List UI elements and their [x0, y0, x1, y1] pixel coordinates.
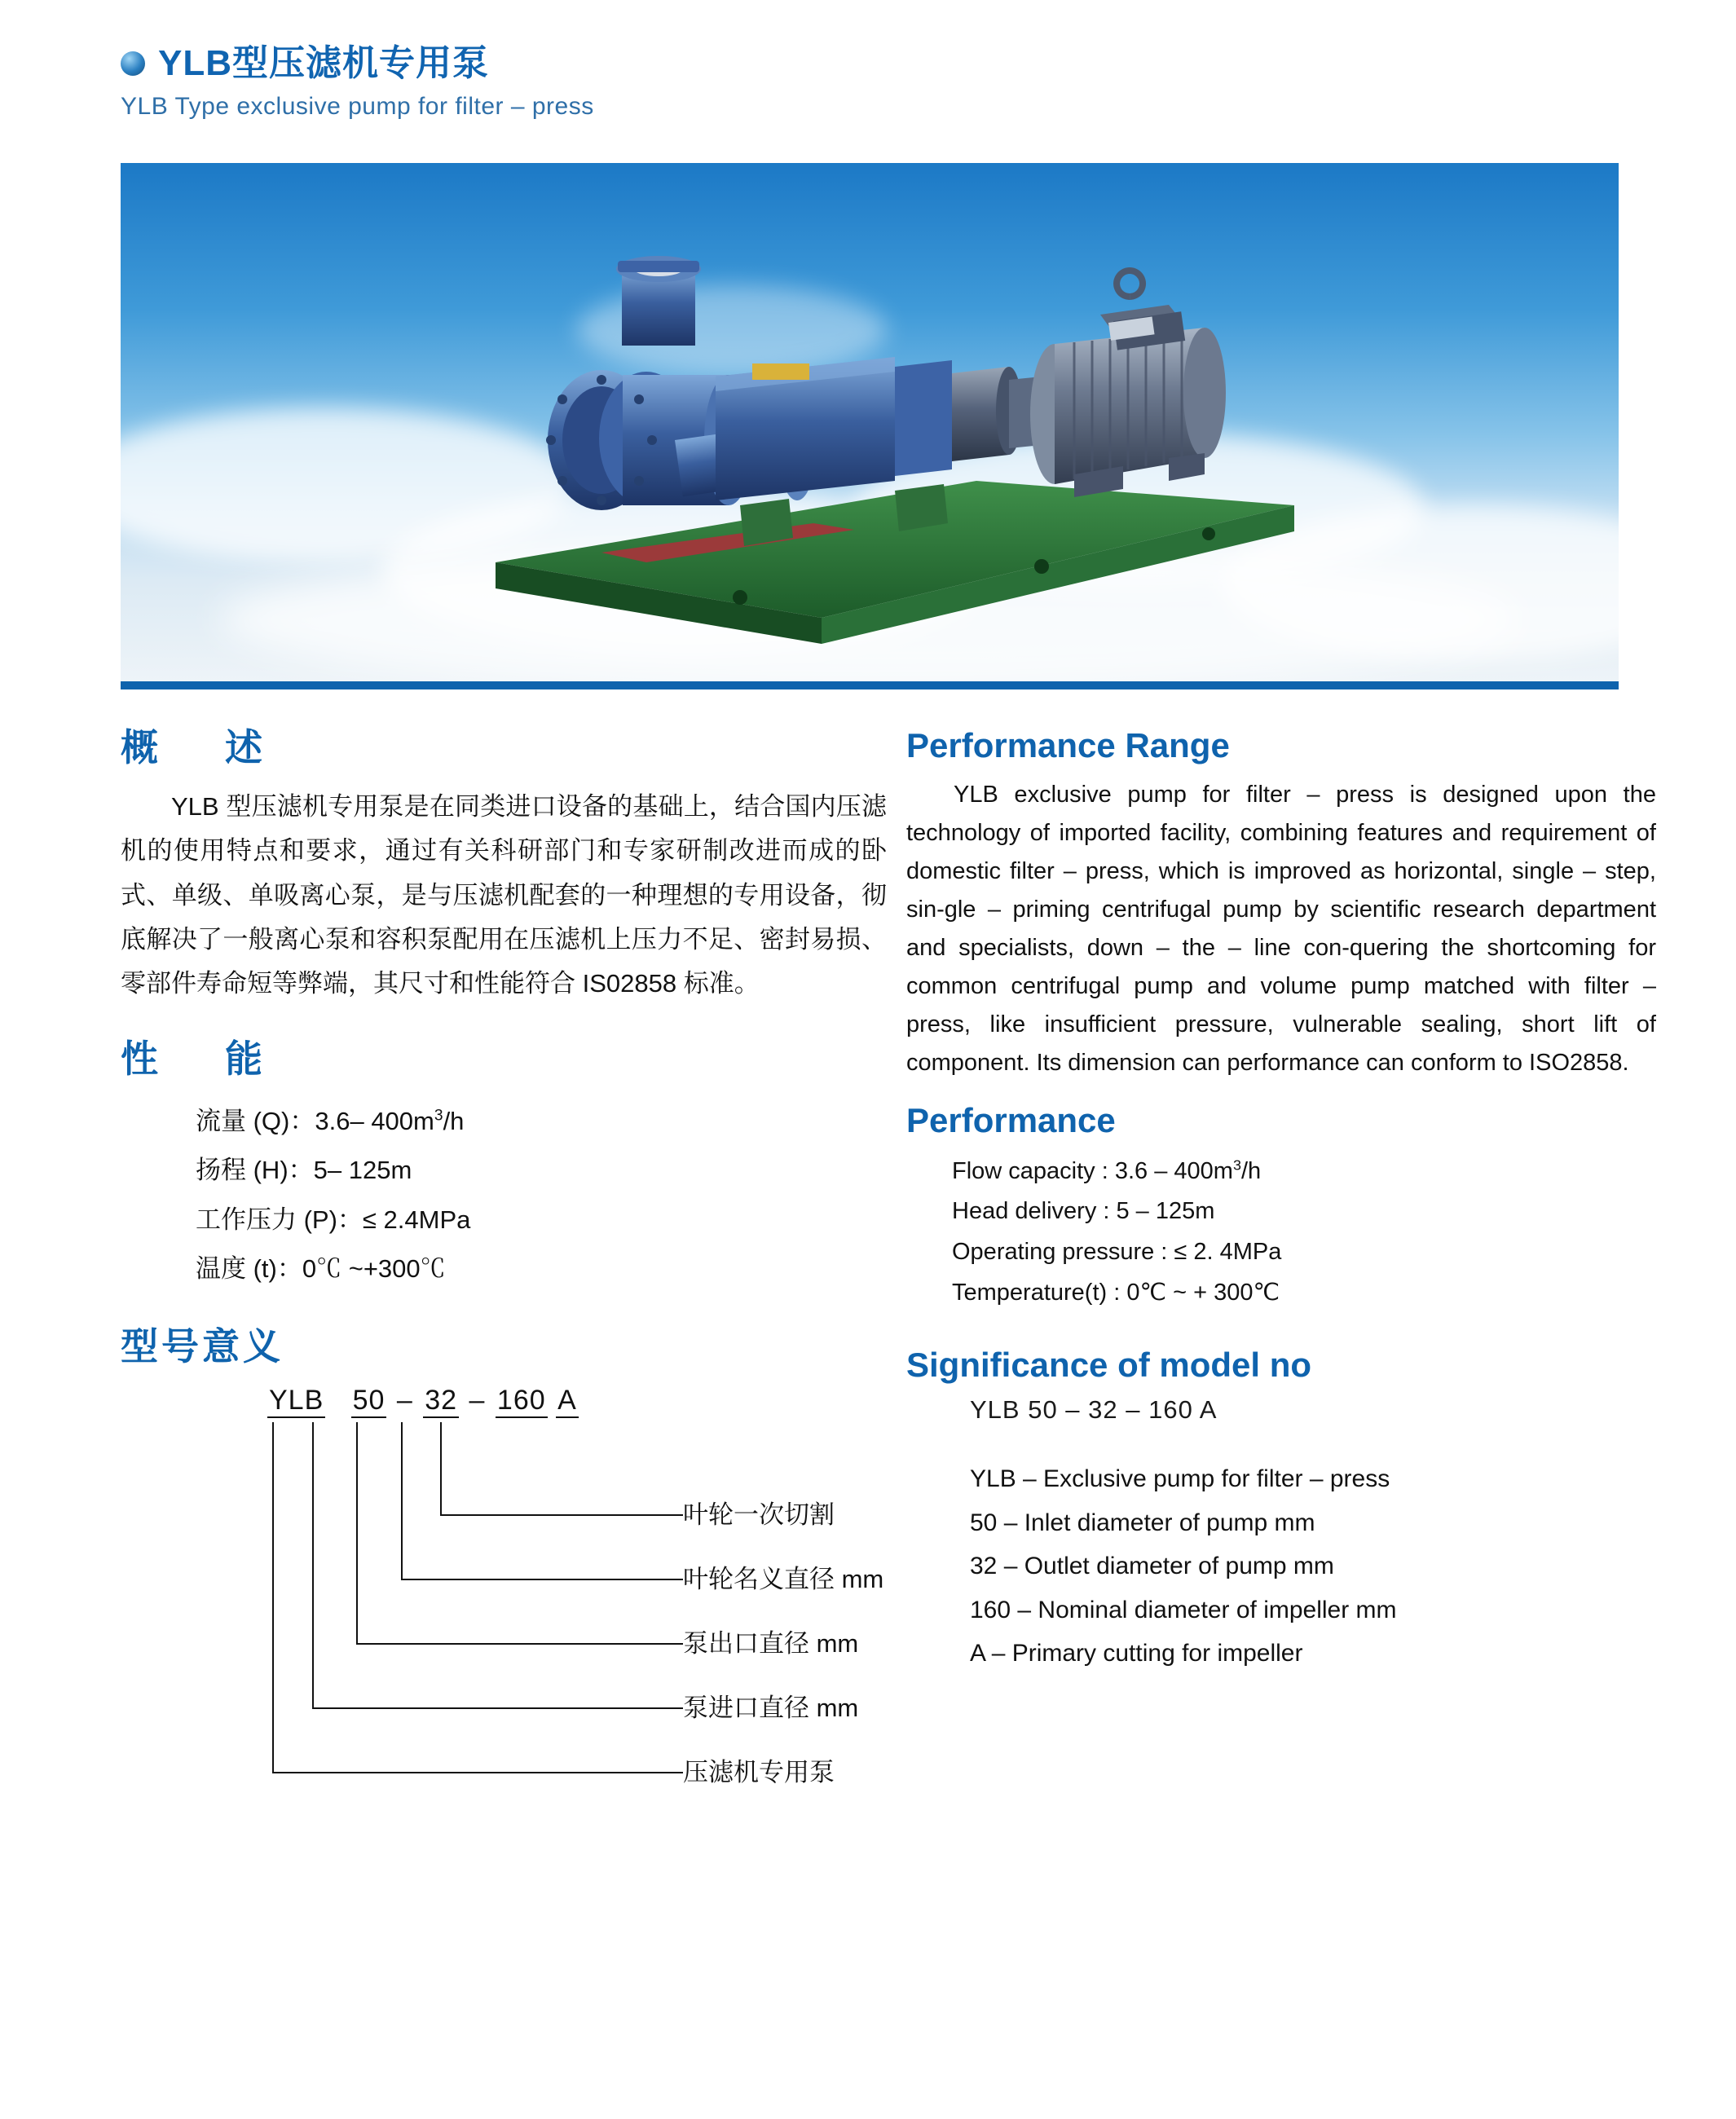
list-item: 泵进口直径 mm [683, 1693, 859, 1722]
list-item [952, 1192, 1656, 1232]
list-item [196, 1097, 887, 1146]
model-label-list-cn [683, 1482, 883, 1804]
overview-heading-cn: 概 述 [121, 726, 277, 769]
list-item: 32 – Outlet diameter of pump mm [970, 1553, 1334, 1580]
list-item: 叶轮名义直径 mm [683, 1564, 884, 1593]
list-item: 叶轮一次切割 [683, 1500, 835, 1529]
product-photo [121, 163, 1619, 685]
page-header [121, 43, 1620, 121]
model-code-dash2: – [469, 1384, 486, 1416]
spec-text: Operating pressure : ≤ 2. 4MPa [952, 1239, 1282, 1266]
spec-sup: 3 [1232, 1156, 1241, 1173]
spec-text: Flow capacity : 3.6 – 400m [952, 1157, 1233, 1184]
model-code-impeller: 160 [496, 1385, 548, 1418]
spacer [906, 1314, 1656, 1345]
model-legend-en [906, 1457, 1656, 1675]
spec-text: 工作压力 (P)：≤ 2.4MPa [196, 1205, 471, 1234]
spec-text: 扬程 (H)：5– 125m [196, 1156, 412, 1185]
list-item: A – Primary cutting for impeller [970, 1639, 1303, 1667]
page-title-cn: YLB型压滤机专用泵 [158, 43, 489, 83]
spacer [121, 1006, 887, 1037]
list-item [952, 1273, 1656, 1314]
performance-heading-en: Performance [906, 1101, 1116, 1140]
list-item [952, 1152, 1656, 1192]
model-code-dash1: – [396, 1384, 413, 1416]
spec-text: Temperature(t) : 0℃ ~ + 300℃ [952, 1280, 1280, 1306]
overview-body-cn: YLB 型压滤机专用泵是在同类进口设备的基础上，结合国内压滤机的使用特点和要求，通过有关科研部门和专家研制改进而成的卧式、单级、单吸离心泵，是与压滤机配套的一种理想的专用设备，彻底解决了一般离心泵和容积泵配用在压滤机上压力不足、密封易损、零部件寿命短等弊端，其尺寸和性能符合 IS02858 标准。 [121, 792, 887, 998]
list-item [196, 1196, 887, 1245]
performance-list-cn [121, 1097, 887, 1294]
spacer [121, 1293, 887, 1324]
right-column [906, 725, 1656, 1675]
list-item: 压滤机专用泵 [683, 1757, 835, 1786]
list-item: 50 – Inlet diameter of pump mm [970, 1509, 1315, 1536]
spec-sup: 3 [434, 1107, 443, 1125]
list-item [952, 1232, 1656, 1273]
performance-list-en [906, 1152, 1656, 1315]
model-number-diagram [121, 1385, 887, 1808]
page-title-en: YLB Type exclusive pump for filter – press [121, 93, 594, 120]
spec-post: /h [1240, 1157, 1262, 1184]
spec-text: 流量 (Q)：3.6– 400m [196, 1106, 434, 1135]
performance-heading-cn: 性 能 [121, 1037, 277, 1081]
list-item [196, 1146, 887, 1195]
spec-text: Head delivery : 5 – 125m [952, 1198, 1215, 1225]
list-item [196, 1245, 887, 1293]
model-code-en: YLB 50 – 32 – 160 A [970, 1395, 1218, 1425]
hero-underline [121, 681, 1619, 689]
performance-range-body-en: YLB exclusive pump for filter – press is designed upon the technology of imported facility, combining features and requirement of domestic filter – press, which is improved as horizontal, single – step, sin-gle – priming centrifugal pump by scientific research department and specialists, down – the – line con-quering the shortcoming for common centrifugal pump and volume pump matched with filter – press, like insufficient pressure, vulnerable sealing, short lift of component. Its dimension can performance can conform to ISO2858. [906, 782, 1656, 1077]
spec-text: 温度 (t)：0℃ ~+300℃ [196, 1253, 446, 1283]
pump-illustration [471, 236, 1335, 660]
spec-post: /h [443, 1106, 465, 1135]
model-code-ylb: YLB [267, 1385, 325, 1418]
model-heading-en: Significance of model no [906, 1346, 1312, 1385]
model-code-outlet: 32 [423, 1385, 459, 1418]
list-item: YLB – Exclusive pump for filter – press [970, 1465, 1390, 1493]
blue-sphere-icon [121, 51, 145, 76]
list-item: 160 – Nominal diameter of impeller mm [970, 1596, 1397, 1623]
model-heading-cn: 型号意义 [121, 1325, 284, 1368]
performance-range-heading-en: Performance Range [906, 726, 1230, 764]
header-title-row [121, 43, 1620, 83]
spacer [906, 1082, 1656, 1100]
model-code-inlet: 50 [351, 1385, 387, 1418]
left-column [121, 725, 887, 1808]
list-item: 泵出口直径 mm [683, 1628, 859, 1658]
model-code-suffix: A [556, 1385, 579, 1418]
